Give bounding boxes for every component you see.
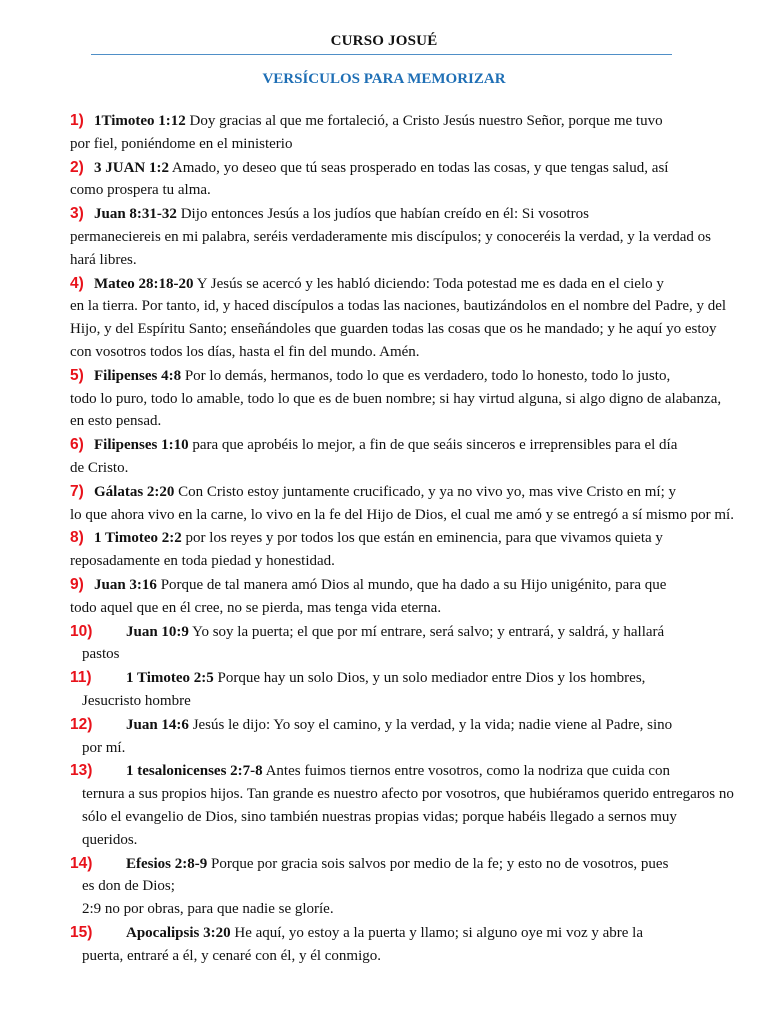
- verse-text-rest: por fiel, poniéndome en el ministerio: [70, 135, 293, 152]
- verse-text-rest: es don de Dios;: [82, 878, 175, 895]
- verse-number: 6): [70, 436, 84, 454]
- verse-text-rest: pastos: [82, 646, 120, 663]
- verse-text-rest: todo lo puro, todo lo amable, todo lo que es de buen nombre; si hay virtud alguna, si algo digno de alabanza, en esto pensad.: [70, 390, 722, 430]
- verse-reference: Filipenses 1:10: [94, 437, 189, 454]
- verse-reference: Efesios 2:8-9: [126, 855, 208, 872]
- verse-reference: 1Timoteo 1:12: [94, 113, 186, 129]
- verse-text-first: Y Jesús se acercó y les habló diciendo: Toda potestad me es dada en el cielo y: [193, 275, 664, 292]
- page-title: CURSO JOSUÉ: [330, 33, 438, 49]
- verse-item: [70, 273, 735, 364]
- verse-item: [70, 434, 735, 480]
- verse-item: [70, 481, 735, 527]
- verse-text-first: Jesús le dijo: Yo soy el camino, y la verdad, y la vida; nadie viene al Padre, sino: [188, 716, 673, 733]
- verse-number: 4): [70, 274, 84, 292]
- verse-text-first: Antes fuimos tiernos entre vosotros, como la nodriza que cuida con: [262, 763, 671, 780]
- verse-reference: 1 tesalonicenses 2:7-8: [126, 763, 263, 780]
- verse-text-first: Con Cristo estoy juntamente crucificado, y ya no vivo yo, mas vive Cristo en mí; y: [174, 483, 677, 500]
- verse-item: [70, 365, 735, 433]
- verse-text-first: He aquí, yo estoy a la puerta y llamo; si alguno oye mi voz y abre la: [230, 924, 643, 941]
- verse-number: 9): [70, 575, 84, 593]
- verse-item: [70, 157, 735, 203]
- verse-item: [70, 527, 735, 573]
- verse-text-rest: como prospera tu alma.: [70, 182, 211, 199]
- verse-number: 5): [70, 366, 84, 384]
- verse-reference: 1 Timoteo 2:5: [126, 670, 214, 687]
- verse-number: 15): [70, 923, 93, 941]
- verse-text-rest: en la tierra. Por tanto, id, y haced discípulos a todas las naciones, bautizándolos en el nombre del Padre, y del Hijo, y del Espíritu Santo; enseñándoles que guarden todas las cosas que os he mandado; y he aquí yo estoy con vosotros todos los días, hasta el fin del mundo. Amén.: [70, 298, 727, 360]
- verse-text-rest: Jesucristo hombre: [82, 692, 191, 709]
- verse-text-rest: todo aquel que en él cree, no se pierda, mas tenga vida eterna.: [70, 599, 442, 616]
- verse-item: [70, 110, 735, 156]
- verse-list: [70, 110, 735, 968]
- verse-reference: Mateo 28:18-20: [94, 275, 194, 292]
- verse-item: [70, 203, 735, 271]
- verse-text-first: para que aprobéis lo mejor, a fin de que seáis sinceros e irreprensibles para el día: [188, 437, 678, 454]
- verse-reference: Apocalipsis 3:20: [126, 924, 231, 941]
- verse-text-rest: por mí.: [82, 739, 126, 756]
- verse-reference: Filipenses 4:8: [94, 367, 182, 384]
- verse-number: 8): [70, 529, 84, 547]
- title-divider: [91, 54, 672, 55]
- verse-text-first: Porque de tal manera amó Dios al mundo, que ha dado a su Hijo unigénito, para que: [156, 576, 667, 593]
- verse-text-first: Dijo entonces Jesús a los judíos que habían creído en él: Si vosotros: [176, 206, 589, 223]
- verse-reference: Juan 14:6: [126, 716, 189, 733]
- verse-item: [70, 714, 735, 760]
- verse-number: 13): [70, 762, 93, 780]
- verse-number: 10): [70, 622, 93, 640]
- verse-reference: Gálatas 2:20: [94, 483, 175, 500]
- verse-number: 12): [70, 715, 93, 733]
- verse-item: [70, 667, 735, 713]
- verse-text-rest: ternura a sus propios hijos. Tan grande es nuestro afecto por vosotros, que hubiéramos querido entregaros no sólo el evangelio de Dios, sino también nuestras propias vidas; porque habéis llegado a sernos muy queridos.: [82, 786, 734, 848]
- verse-number: 1): [70, 112, 84, 129]
- verse-text-rest: lo que ahora vivo en la carne, lo vivo en la fe del Hijo de Dios, el cual me amó y se entregó a sí mismo por mí.: [70, 506, 734, 523]
- verse-reference: Juan 8:31-32: [94, 206, 177, 223]
- verse-text-first: Doy gracias al que me fortaleció, a Cristo Jesús nuestro Señor, porque me tuvo: [185, 113, 663, 129]
- verse-item: [70, 574, 735, 620]
- verse-reference: Juan 10:9: [126, 623, 189, 640]
- verse-reference: Juan 3:16: [94, 576, 157, 593]
- verse-item: [70, 760, 735, 851]
- verse-text-rest: de Cristo.: [70, 459, 129, 476]
- verse-item: [70, 922, 735, 968]
- verse-number: 7): [70, 482, 84, 500]
- verse-reference: 3 JUAN 1:2: [94, 159, 169, 176]
- verse-text-rest: permaneciereis en mi palabra, seréis verdaderamente mis discípulos; y conoceréis la verdad, y la verdad os hará libres.: [70, 228, 711, 268]
- verse-number: 14): [70, 854, 93, 872]
- verse-reference: 1 Timoteo 2:2: [94, 530, 182, 547]
- verse-item: [70, 853, 735, 921]
- verse-text-first: Porque por gracia sois salvos por medio de la fe; y esto no de vosotros, pues: [207, 855, 669, 872]
- verse-text-first: Porque hay un solo Dios, y un solo mediador entre Dios y los hombres,: [213, 670, 646, 687]
- verse-text-first: Amado, yo deseo que tú seas prosperado en todas las cosas, y que tengas salud, así: [169, 159, 669, 176]
- verse-text-rest: puerta, entraré a él, y cenaré con él, y él conmigo.: [82, 947, 382, 964]
- verse-text-first: Por lo demás, hermanos, todo lo que es verdadero, todo lo honesto, todo lo justo,: [181, 367, 671, 384]
- verse-number: 3): [70, 205, 84, 223]
- verse-text-extra: 2:9 no por obras, para que nadie se gloríe.: [82, 901, 334, 918]
- verse-number: 2): [70, 158, 84, 176]
- verse-text-first: Yo soy la puerta; el que por mí entrare, será salvo; y entrará, y saldrá, y hallará: [188, 623, 665, 640]
- page-subtitle: VERSÍCULOS PARA MEMORIZAR: [262, 71, 506, 87]
- verse-text-rest: reposadamente en toda piedad y honestidad.: [70, 553, 335, 570]
- verse-text-first: por los reyes y por todos los que están en eminencia, para que vivamos quieta y: [181, 530, 663, 547]
- verse-number: 11): [70, 669, 92, 687]
- verse-item: [70, 621, 735, 667]
